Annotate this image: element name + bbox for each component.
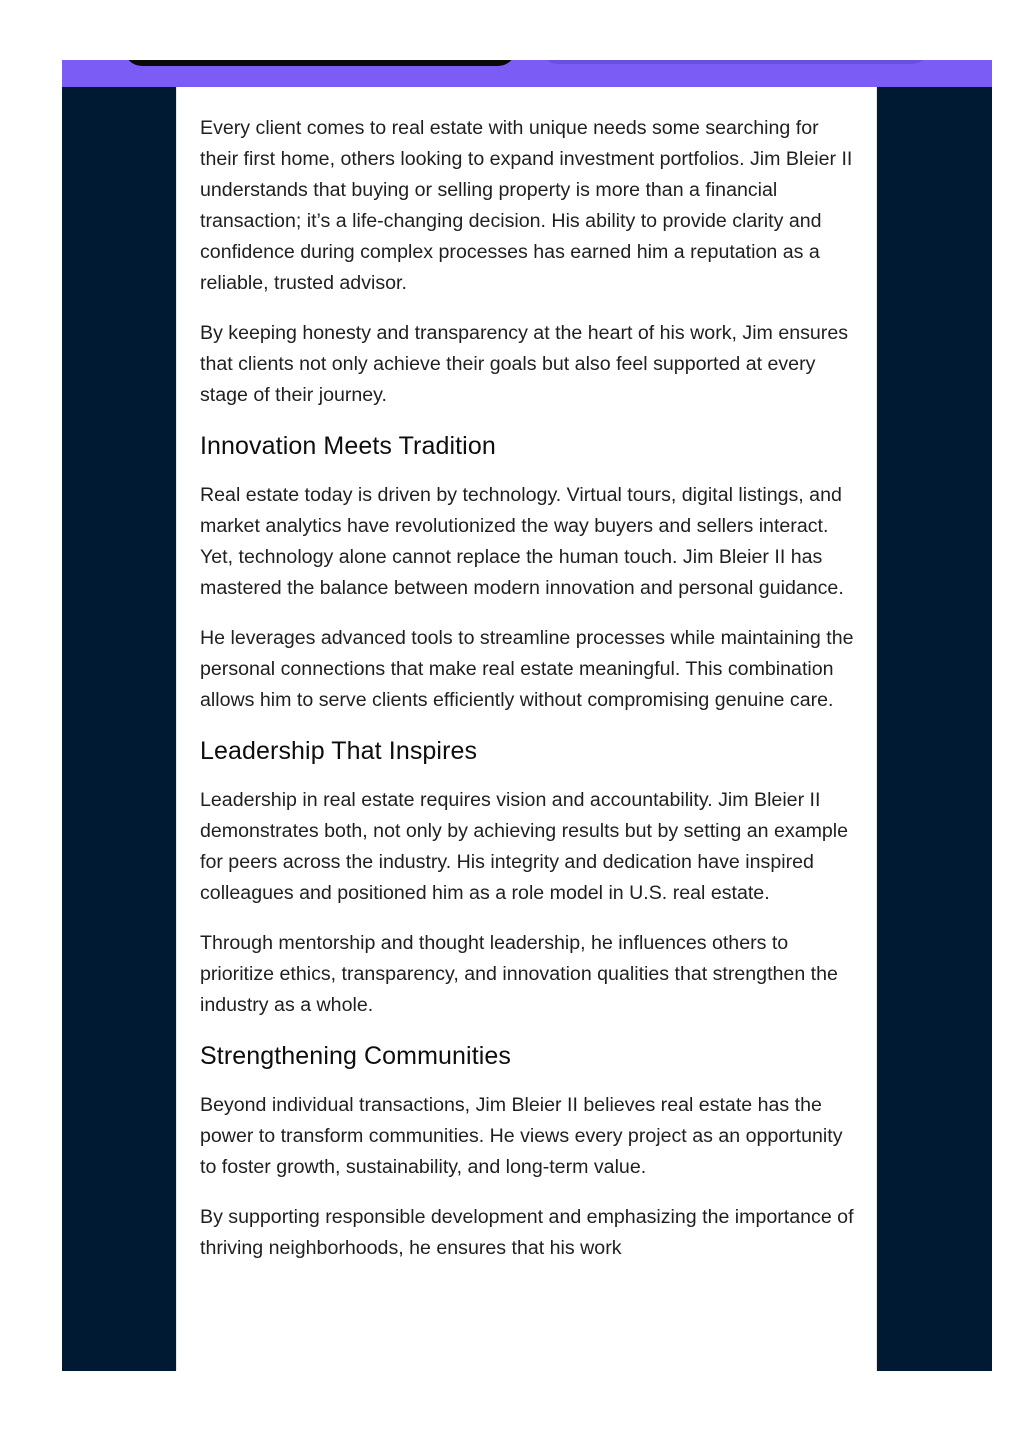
banner-dark-button[interactable] <box>124 60 516 66</box>
section-heading: Leadership That Inspires <box>200 737 478 765</box>
paragraph: By supporting responsible development and emphasizing the importance of thriving neighborhoods, he ensures that his work <box>200 1206 854 1259</box>
paragraph: Beyond individual transactions, Jim Bleier II believes real estate has the power to transform communities. He views every project as an opportunity to foster growth, sustainability, and long-term value. <box>200 1094 843 1178</box>
banner-purple-button[interactable] <box>540 60 930 64</box>
top-banner <box>62 60 992 87</box>
paragraph: By keeping honesty and transparency at the heart of his work, Jim ensures that clients not only achieve their goals but also feel supported at every stage of their journey. <box>200 322 849 406</box>
section-heading: Strengthening Communities <box>200 1042 511 1070</box>
paragraph: Every client comes to real estate with unique needs some searching for their first home, others looking to expand investment portfolios. Jim Bleier II understands that buying or selling property is more than a financial transaction; it’s a life-changing decision. His ability to provide clarity and confidence during complex processes has earned him a reputation as a reliable, trusted advisor. <box>200 117 853 294</box>
article-body <box>200 113 860 1283</box>
paragraph: He leverages advanced tools to streamline processes while maintaining the personal connections that make real estate meaningful. This combination allows him to serve clients efficiently without compromising genuine care. <box>200 627 854 711</box>
paragraph: Leadership in real estate requires vision and accountability. Jim Bleier II demonstrates both, not only by achieving results but by setting an example for peers across the industry. His integrity and dedication have inspired colleagues and positioned him as a role model in U.S. real estate. <box>200 789 849 904</box>
paragraph: Real estate today is driven by technology. Virtual tours, digital listings, and market analytics have revolutionized the way buyers and sellers interact. Yet, technology alone cannot replace the human touch. Jim Bleier II has mastered the balance between modern innovation and personal guidance. <box>200 484 844 599</box>
article-card <box>176 60 877 1371</box>
paragraph: Through mentorship and thought leadership, he influences others to prioritize ethics, transparency, and innovation qualities that strengthen the industry as a whole. <box>200 932 838 1016</box>
section-heading: Innovation Meets Tradition <box>200 432 496 460</box>
page-frame <box>62 60 992 1371</box>
